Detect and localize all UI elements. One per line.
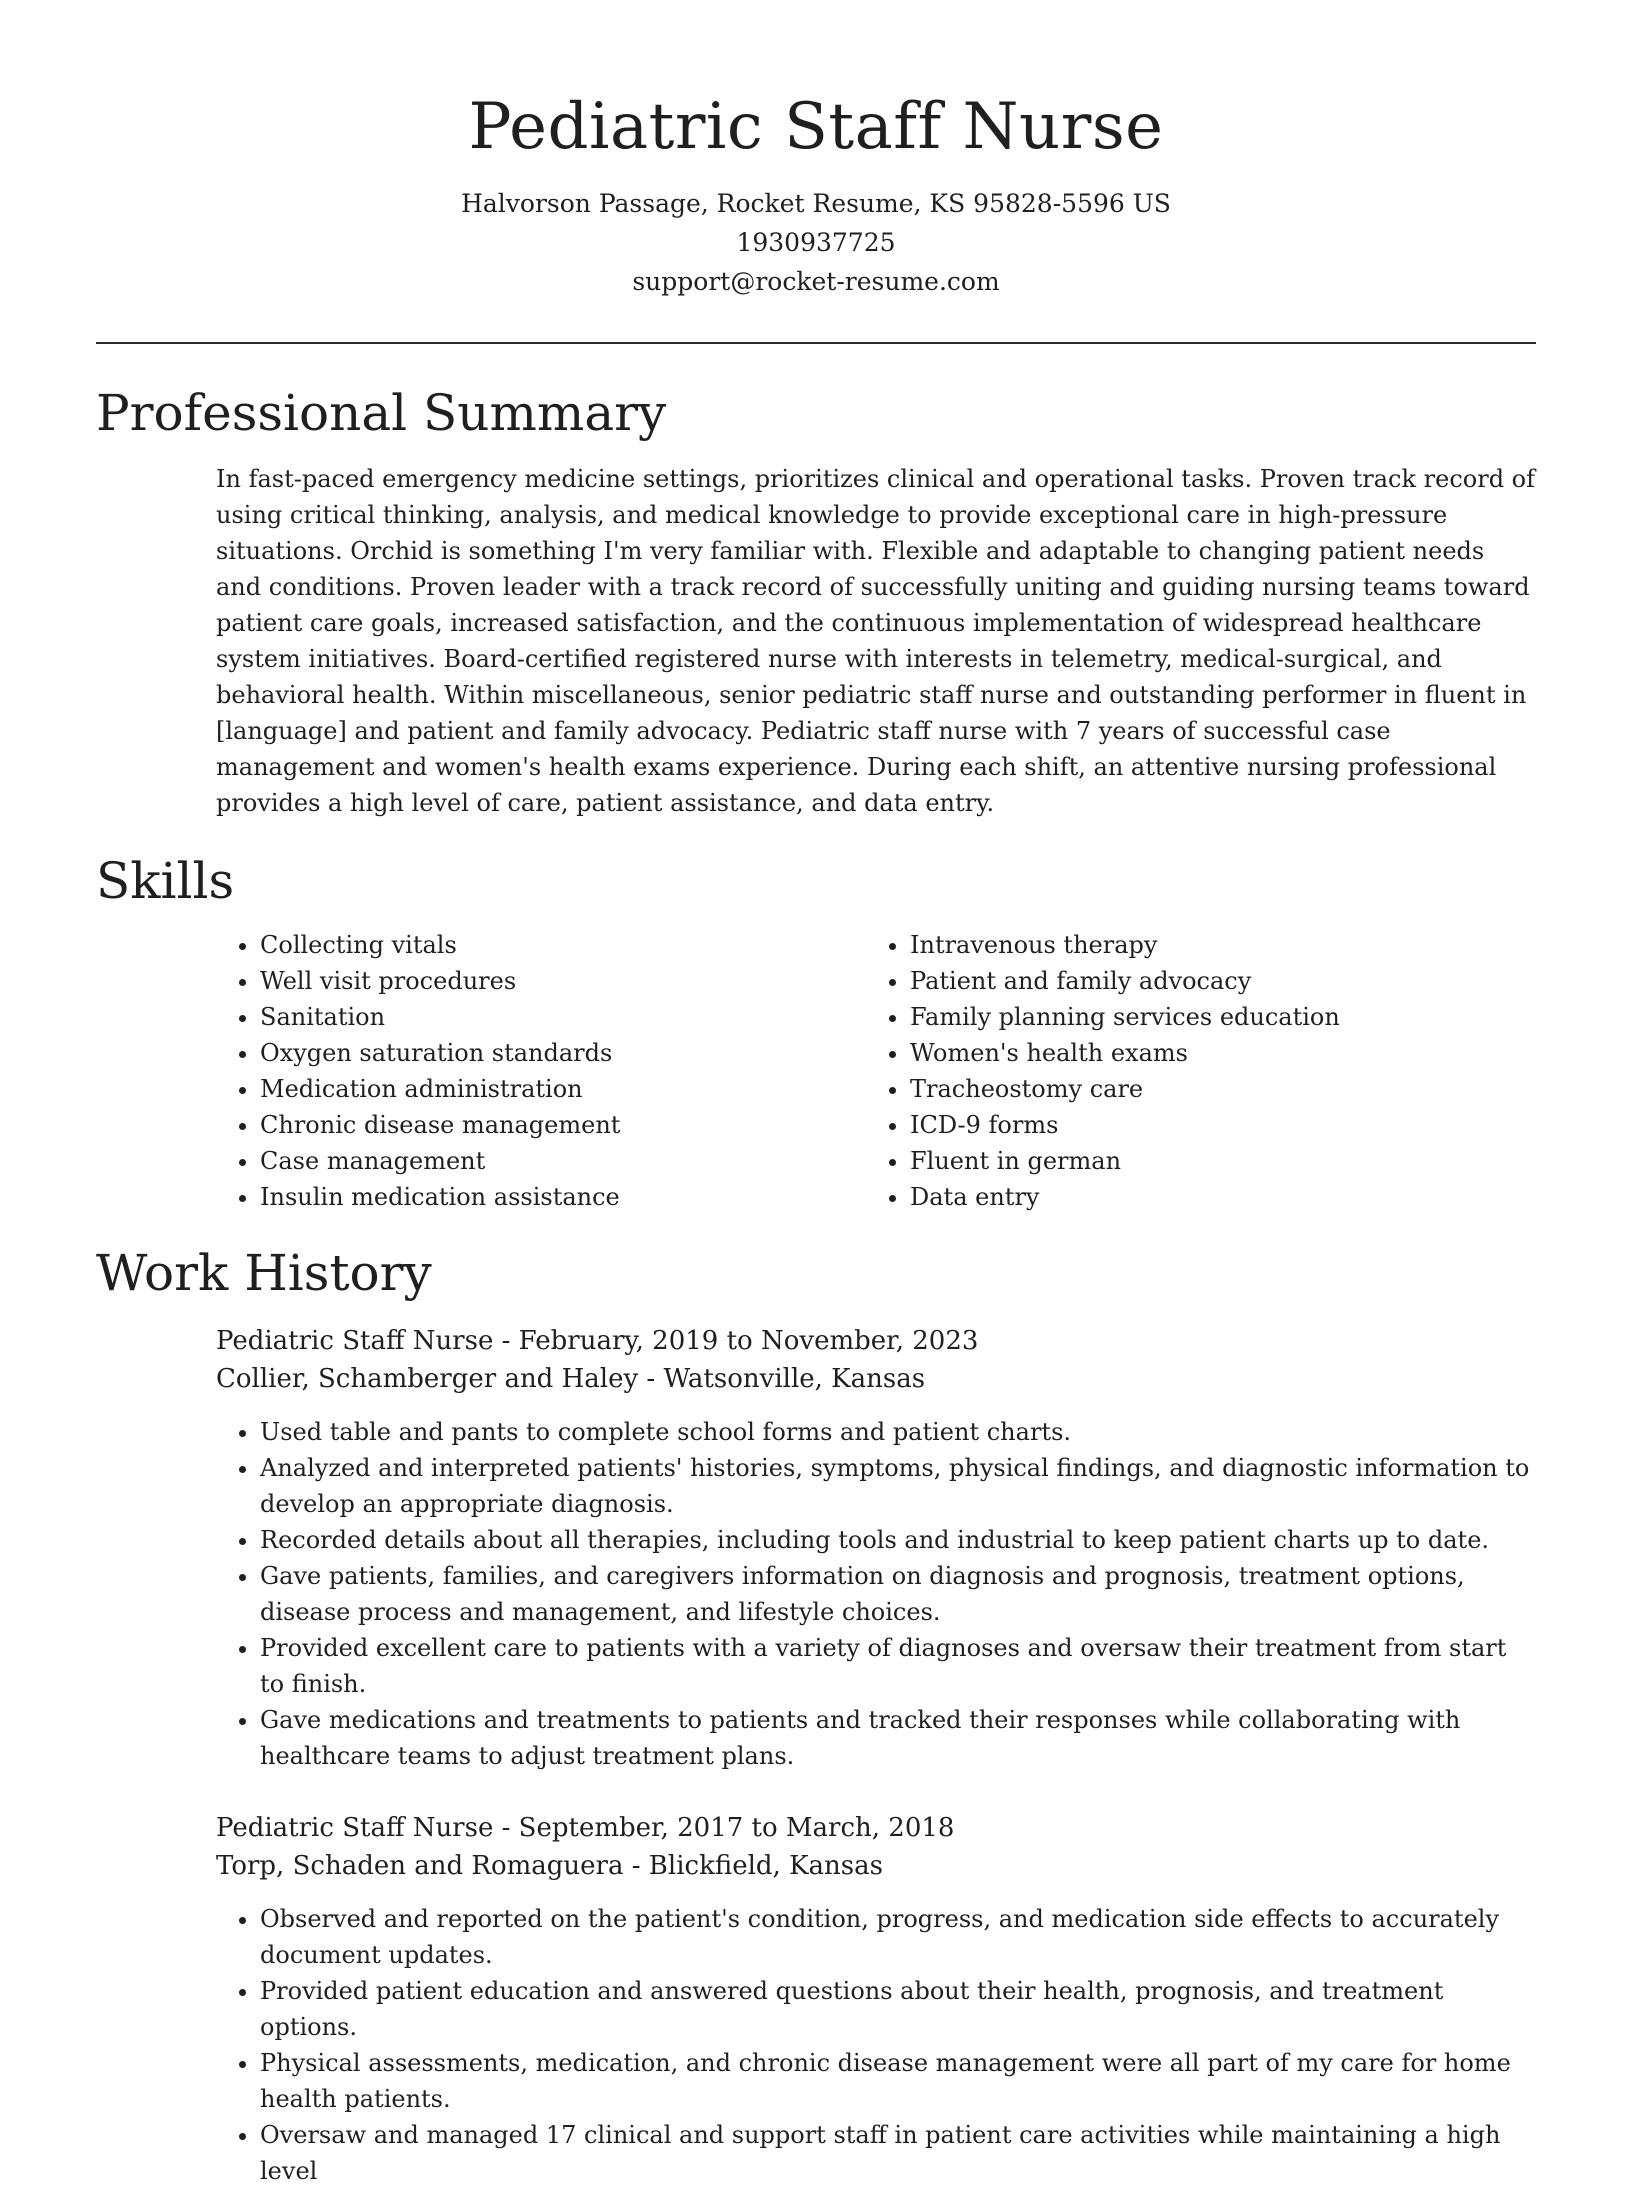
email: support@rocket-resume.com xyxy=(632,267,1000,296)
skills-column-left xyxy=(216,927,866,1215)
resume-header xyxy=(96,82,1536,301)
skill-item: • Insulin medication assistance xyxy=(260,1179,866,1215)
skill-item: • Well visit procedures xyxy=(260,963,866,999)
section-title-skills: Skills xyxy=(96,852,235,910)
skill-item: • Medication administration xyxy=(260,1071,866,1107)
job-role-dates: Pediatric Staff Nurse - February, 2019 to November, 2023 xyxy=(216,1326,979,1356)
skill-item: • Patient and family advocacy xyxy=(910,963,1516,999)
summary-text: In fast-paced emergency medicine settings, prioritizes clinical and operational tasks. Proven track record of using critical thinking, analysis, and medical knowledge to provide exceptional care in high-pressure situations. Orchid is something I'm very familiar with. Flexible and adaptable to changing patient needs and conditions. Proven leader with a track record of successfully uniting and guiding nursing teams toward patient care goals, increased satisfaction, and the continuous implementation of widespread healthcare system initiatives. Board-certified registered nurse with interests in telemetry, medical-surgical, and behavioral health. Within miscellaneous, senior pediatric staff nurse and outstanding performer in fluent in [language] and patient and family advocacy. Pediatric staff nurse with 7 years of successful case management and women's health exams experience. During each shift, an attentive nursing professional provides a high level of care, patient assistance, and data entry. xyxy=(216,465,1536,817)
job-bullet: • Provided excellent care to patients with a variety of diagnoses and oversaw their treatment from start to finish. xyxy=(260,1630,1536,1702)
skill-item: • ICD-9 forms xyxy=(910,1107,1516,1143)
job-bullet: • Used table and pants to complete school forms and patient charts. xyxy=(260,1414,1536,1450)
skill-item: • Chronic disease management xyxy=(260,1107,866,1143)
job-bullet: • Analyzed and interpreted patients' histories, symptoms, physical findings, and diagnostic information to develop an appropriate diagnosis. xyxy=(260,1450,1536,1522)
skill-item: • Oxygen saturation standards xyxy=(260,1035,866,1071)
phone: 1930937725 xyxy=(736,228,896,257)
job-company-location: Collier, Schamberger and Haley - Watsonville, Kansas xyxy=(216,1364,926,1394)
job-bullet: • Oversaw and managed 17 clinical and support staff in patient care activities while maintaining a high level xyxy=(260,2117,1536,2189)
skill-item: • Collecting vitals xyxy=(260,927,866,963)
job-bullet: • Gave medications and treatments to patients and tracked their responses while collaborating with healthcare teams to adjust treatment plans. xyxy=(260,1702,1536,1774)
job-bullet: • Observed and reported on the patient's condition, progress, and medication side effects to accurately document updates. xyxy=(260,1901,1536,1973)
address: Halvorson Passage, Rocket Resume, KS 95828-5596 US xyxy=(461,189,1171,218)
skill-item: • Fluent in german xyxy=(910,1143,1516,1179)
section-title-summary: Professional Summary xyxy=(96,384,667,442)
job-bullet: • Recorded details about all therapies, including tools and industrial to keep patient charts up to date. xyxy=(260,1522,1536,1558)
job-entry xyxy=(216,1809,1536,2189)
skills-column-right xyxy=(866,927,1516,1215)
job-bullet: • Physical assessments, medication, and chronic disease management were all part of my care for home health patients. xyxy=(260,2045,1536,2117)
skill-item: • Family planning services education xyxy=(910,999,1516,1035)
job-bullets xyxy=(216,1901,1536,2189)
skill-item: • Case management xyxy=(260,1143,866,1179)
job-role-dates: Pediatric Staff Nurse - September, 2017 to March, 2018 xyxy=(216,1813,955,1843)
job-bullet: • Gave patients, families, and caregivers information on diagnosis and prognosis, treatment options, disease process and management, and lifestyle choices. xyxy=(260,1558,1536,1630)
job-entry xyxy=(216,1322,1536,1774)
skill-item: • Intravenous therapy xyxy=(910,927,1516,963)
candidate-name: Pediatric Staff Nurse xyxy=(468,90,1164,164)
skill-item: • Tracheostomy care xyxy=(910,1071,1516,1107)
skill-item: • Women's health exams xyxy=(910,1035,1516,1071)
job-bullet: • Provided patient education and answered questions about their health, prognosis, and treatment options. xyxy=(260,1973,1536,2045)
header-divider xyxy=(96,342,1536,344)
contact-info xyxy=(96,184,1536,301)
section-title-work-history: Work History xyxy=(96,1244,432,1302)
skills-list xyxy=(216,927,1536,1215)
job-bullets xyxy=(216,1414,1536,1774)
skill-item: • Data entry xyxy=(910,1179,1516,1215)
job-company-location: Torp, Schaden and Romaguera - Blickfield, Kansas xyxy=(216,1851,883,1881)
skill-item: • Sanitation xyxy=(260,999,866,1035)
